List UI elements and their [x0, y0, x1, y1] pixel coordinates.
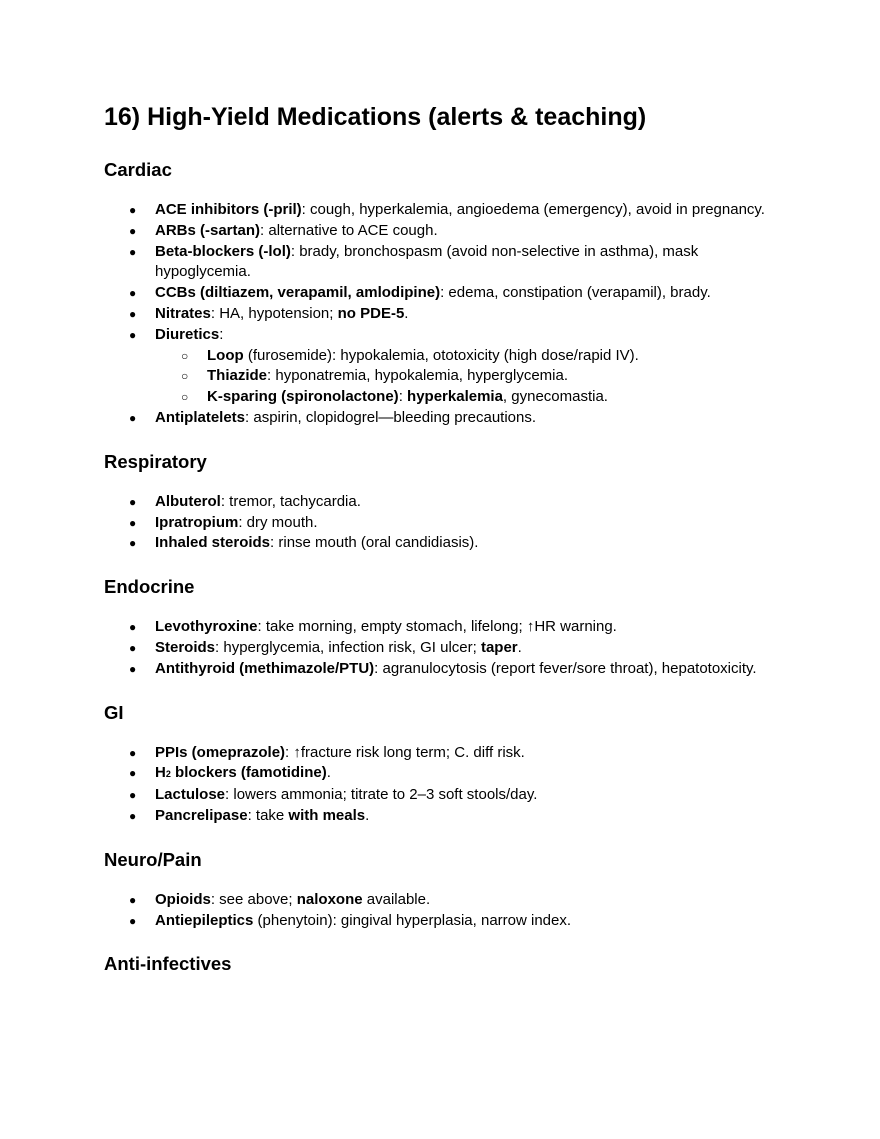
drug-name: Levothyroxine: [155, 618, 258, 636]
drug-note: : lowers ammonia; titrate to 2–3 soft stools/day.: [225, 786, 538, 804]
drug-note: : take morning, empty stomach, lifelong; ↑HR warning.: [257, 618, 617, 636]
drug-note-end: , gynecomastia.: [502, 388, 608, 406]
drug-note: : alternative to ACE cough.: [260, 221, 438, 239]
cardiac-list: [104, 200, 784, 429]
list-item-levothyroxine: [104, 617, 784, 638]
drug-name: Albuterol: [155, 492, 221, 510]
drug-note: :: [398, 388, 408, 406]
drug-name: Beta‑blockers (‑lol): [155, 242, 291, 260]
drug-name: Antiplatelets: [155, 408, 246, 426]
list-item-h2-blockers: [104, 763, 784, 785]
drug-note: : see above;: [210, 890, 297, 908]
section-heading-endocrine: Endocrine: [104, 576, 195, 598]
drug-name: Opioids: [155, 890, 211, 908]
list-item-antithyroid: [104, 659, 784, 680]
list-item-pancrelipase: [104, 806, 784, 827]
endocrine-list: [104, 617, 784, 679]
section-heading-anti-infectives: Anti‑infectives: [104, 953, 232, 975]
drug-name: Ipratropium: [155, 513, 239, 531]
list-item-nitrates: [104, 304, 784, 325]
drug-emphasis: no PDE‑5: [337, 304, 405, 322]
gi-list: [104, 743, 784, 827]
list-item-inhaled-steroids: [104, 533, 784, 554]
list-item-antiplatelets: [104, 408, 784, 429]
drug-note: .: [326, 764, 331, 782]
drug-note-end: .: [404, 304, 409, 322]
drug-emphasis: hyperkalemia: [407, 388, 503, 406]
drug-note: : hyperglycemia, infection risk, GI ulcer;: [215, 638, 481, 656]
subscript-two: 2: [165, 769, 171, 780]
drug-emphasis: with meals: [288, 806, 366, 824]
neuro-list: [104, 890, 784, 932]
drug-name: ACE inhibitors (‑pril): [155, 201, 302, 218]
respiratory-list: [104, 492, 784, 554]
drug-name: Nitrates: [155, 304, 211, 322]
drug-note: : tremor, tachycardia.: [220, 492, 361, 510]
drug-name-suffix: blockers (famotidine): [170, 764, 327, 782]
section-heading-cardiac: Cardiac: [104, 159, 172, 180]
drug-note: : brady, bronchospasm (avoid non‑selective in asthma), mask hypoglycemia.: [155, 242, 699, 281]
drug-name: Antiepileptics: [155, 911, 254, 929]
drug-note: :: [219, 325, 224, 343]
document-page: [104, 100, 784, 994]
drug-name: Inhaled steroids: [155, 534, 271, 552]
drug-note: : hyponatremia, hypokalemia, hyperglycemia.: [267, 367, 568, 385]
drug-emphasis: naloxone: [296, 890, 363, 908]
list-item-k-sparing: [155, 387, 784, 408]
list-item-ipratropium: [104, 513, 784, 534]
drug-note: : take: [247, 806, 289, 824]
drug-note: : dry mouth.: [238, 513, 318, 531]
drug-name: [155, 764, 327, 781]
list-item-beta-blockers: [104, 242, 784, 284]
drug-note-end: available.: [362, 890, 431, 908]
list-item-diuretics: [104, 325, 784, 408]
list-item-opioids: [104, 890, 784, 911]
drug-name: Diuretics: [155, 325, 220, 343]
drug-note-end: .: [517, 638, 522, 656]
drug-name: Thiazide: [207, 367, 268, 385]
list-item-ace-inhibitors: [104, 200, 784, 221]
drug-note: : agranulocytosis (report fever/sore throat), hepatotoxicity.: [374, 659, 757, 677]
list-item-albuterol: [104, 492, 784, 513]
list-item-thiazide: [155, 366, 784, 387]
drug-name: PPIs (omeprazole): [155, 743, 286, 761]
drug-note: (furosemide): hypokalemia, ototoxicity (high dose/rapid IV).: [243, 346, 639, 364]
drug-name: CCBs (diltiazem, verapamil, amlodipine): [155, 284, 441, 302]
drug-emphasis: taper: [480, 638, 518, 656]
drug-note: : edema, constipation (verapamil), brady.: [440, 284, 711, 302]
section-heading-neuro-pain: Neuro/Pain: [104, 848, 202, 870]
list-item-loop: [155, 346, 784, 367]
section-heading-gi: GI: [104, 701, 124, 723]
list-item-lactulose: [104, 785, 784, 806]
drug-note: : aspirin, clopidogrel—bleeding precautions.: [245, 408, 537, 426]
drug-name-prefix: H: [155, 764, 166, 782]
drug-name: ARBs (‑sartan): [155, 221, 261, 239]
drug-name: Pancrelipase: [155, 806, 248, 824]
drug-note: : rinse mouth (oral candidiasis).: [270, 534, 479, 552]
list-item-steroids: [104, 638, 784, 659]
drug-name: Loop: [207, 346, 244, 364]
page-title: 16) High‑Yield Medications (alerts & teaching): [104, 103, 647, 131]
section-heading-respiratory: Respiratory: [104, 450, 207, 472]
drug-note: : cough, hyperkalemia, angioedema (emergency), avoid in pregnancy.: [301, 201, 765, 218]
drug-note: : ↑fracture risk long term; C. diff risk.: [285, 743, 525, 761]
drug-note: : HA, hypotension;: [210, 304, 338, 322]
drug-note-end: .: [365, 806, 370, 824]
drug-name: Lactulose: [155, 786, 226, 804]
drug-name: Steroids: [155, 638, 216, 656]
list-item-ppis: [104, 743, 784, 764]
drug-name: Antithyroid (methimazole/PTU): [155, 659, 375, 677]
list-item-ccbs: [104, 283, 784, 304]
drug-name: K‑sparing (spironolactone): [207, 388, 399, 406]
drug-note: (phenytoin): gingival hyperplasia, narrow index.: [253, 911, 572, 929]
list-item-antiepileptics: [104, 911, 784, 932]
list-item-arbs: [104, 221, 784, 242]
diuretics-sublist: [155, 346, 784, 408]
